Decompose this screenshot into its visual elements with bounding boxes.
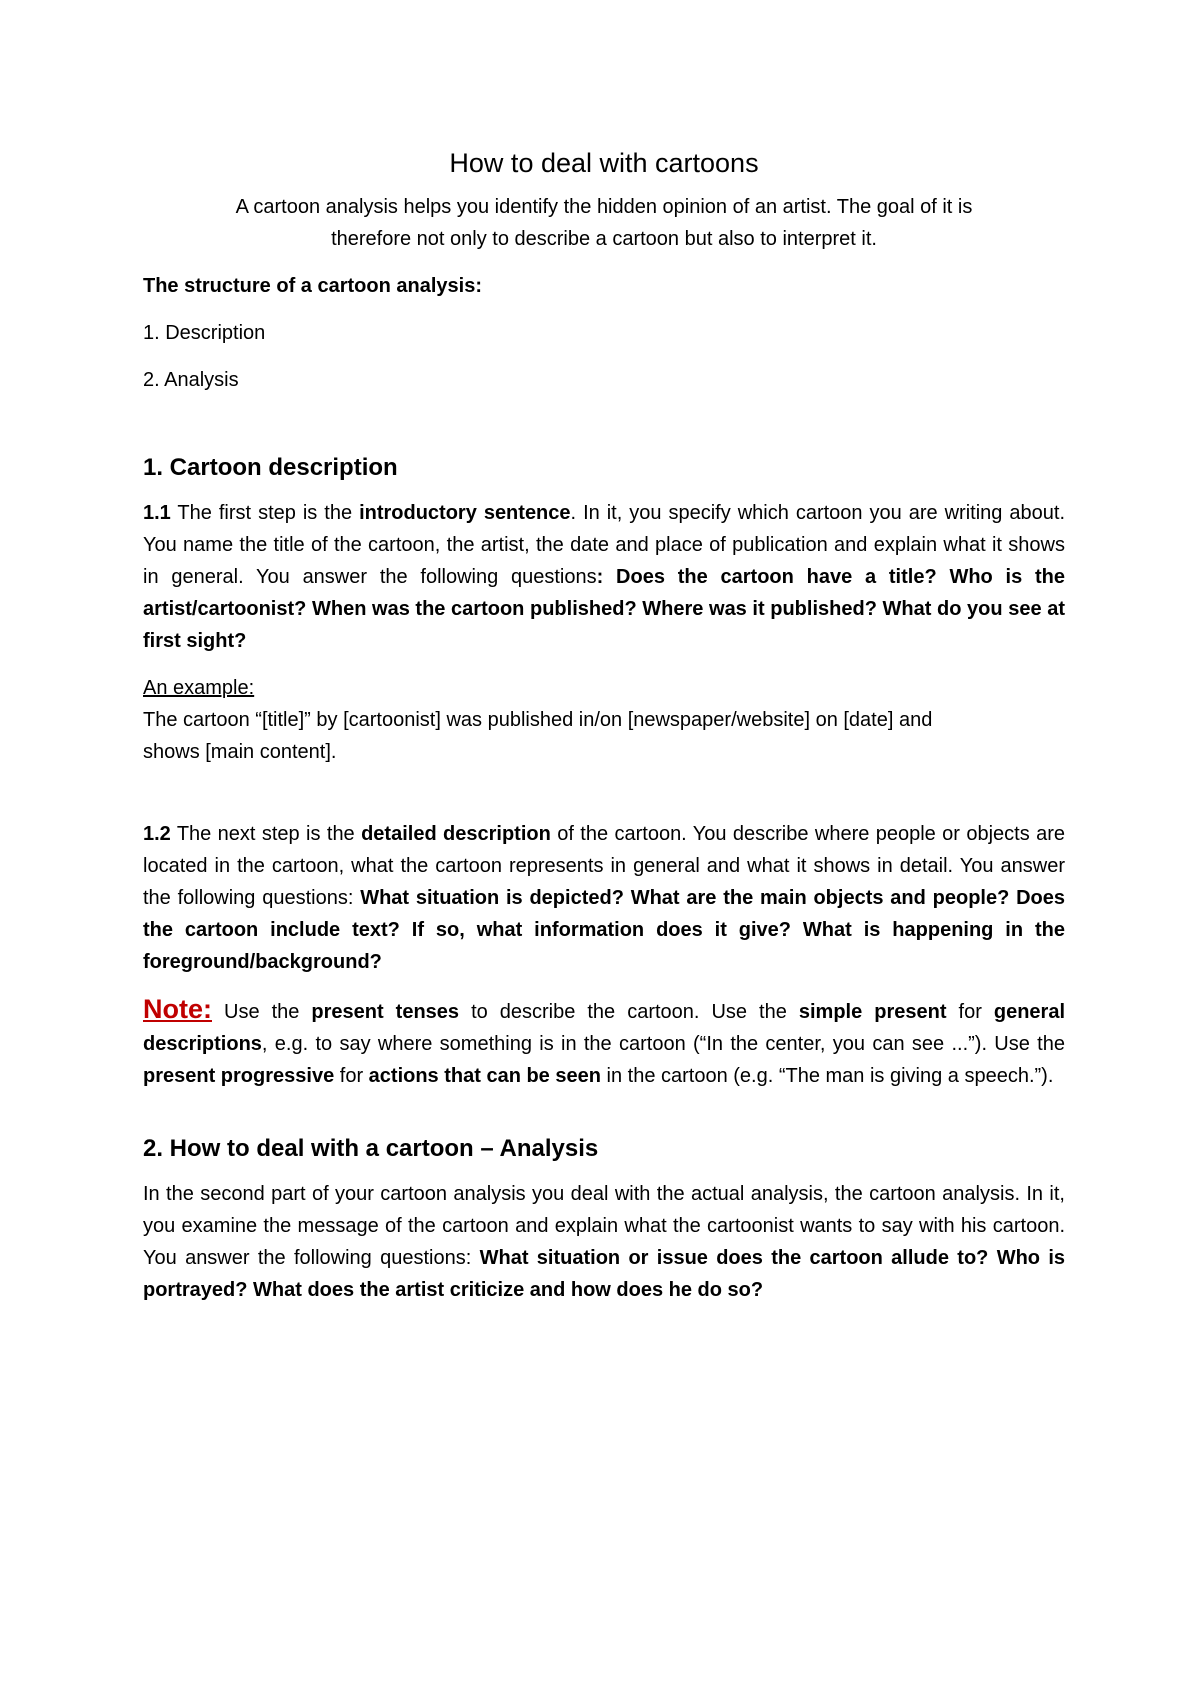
text-run: In the second part of your cartoon analysis you deal with the actual analysis, the cartoon analysis. In it, you examine the message of the cartoon and explain what the cartoonist wants to say with his cartoon. You answer the following questions: [143,1183,1065,1269]
document-title: How to deal with cartoons [449,148,759,178]
bold-run: actions that can be seen [368,1065,601,1087]
text-run: Use the [212,1001,312,1023]
example-line-1: The cartoon “[title]” by [cartoonist] was published in/on [newspaper/website] on [date] and [143,709,933,731]
paragraph-number: 1.1 [143,502,171,524]
bold-run: detailed description [361,823,551,845]
paragraph-number: 1.2 [143,823,171,845]
spacer [143,768,1065,818]
bold-questions: What situation or issue does the cartoon allude to? Who is portrayed? What does the artist criticize and how does he do so? [143,1247,1066,1301]
text-run: for [946,1001,994,1023]
spacer [143,1092,1065,1132]
bold-run: introductory sentence [359,502,571,524]
section-2-heading: 2. How to deal with a cartoon – Analysis [143,1135,599,1162]
text-run: of the cartoon. You describe where people or objects are located in the cartoon, what the cartoon represents in general and what it shows in detail. You answer the following questions: [143,823,1066,909]
bold-questions: : Does the cartoon have a title? Who is the artist/cartoonist? When was the cartoon published? Where was it published? What do you see at first sight? [143,566,1065,652]
structure-item-description: 1. Description [143,322,266,344]
bold-run: present progressive [143,1065,335,1087]
text-run: in the cartoon (e.g. “The man is giving a speech.”). [600,1065,1054,1087]
intro-line-1: A cartoon analysis helps you identify the hidden opinion of an artist. The goal of it is [235,196,973,218]
example-label: An example: [143,677,255,699]
text-run: . In it, you specify which cartoon you are writing about. You name the title of the cartoon, the artist, the date and place of publication and explain what it shows in general. You answer the following questions [143,502,1065,588]
paragraph-1-1 [143,497,1065,657]
bold-questions: What situation is depicted? What are the main objects and people? Does the cartoon include text? If so, what information does it give? What is happening in the foreground/background? [143,887,1066,973]
text-run: The first step is the [170,502,360,524]
bold-run: present tenses [311,1001,460,1023]
spacer [143,411,1065,451]
text-run: , e.g. to say where something is in the cartoon (“In the center, you can see ...”). Use the [261,1033,1065,1055]
document-page [143,145,1065,1306]
example-line-2: shows [main content]. [143,741,337,763]
text-run: for [334,1065,369,1087]
note-paragraph [143,993,1065,1092]
text-run: The next step is the [170,823,362,845]
bold-run: general descriptions [143,1001,1066,1055]
paragraph-2 [143,1178,1065,1306]
example-block [143,672,1065,768]
structure-item-analysis: 2. Analysis [143,369,239,391]
bold-run: simple present [798,1001,947,1023]
section-1-heading: 1. Cartoon description [143,454,398,481]
structure-heading: The structure of a cartoon analysis: [143,275,482,297]
intro-line-2: therefore not only to describe a cartoon but also to interpret it. [331,228,877,250]
text-run: to describe the cartoon. Use the [459,1001,799,1023]
intro-paragraph [143,191,1065,255]
paragraph-1-2 [143,818,1065,978]
note-label: Note: [143,994,212,1024]
